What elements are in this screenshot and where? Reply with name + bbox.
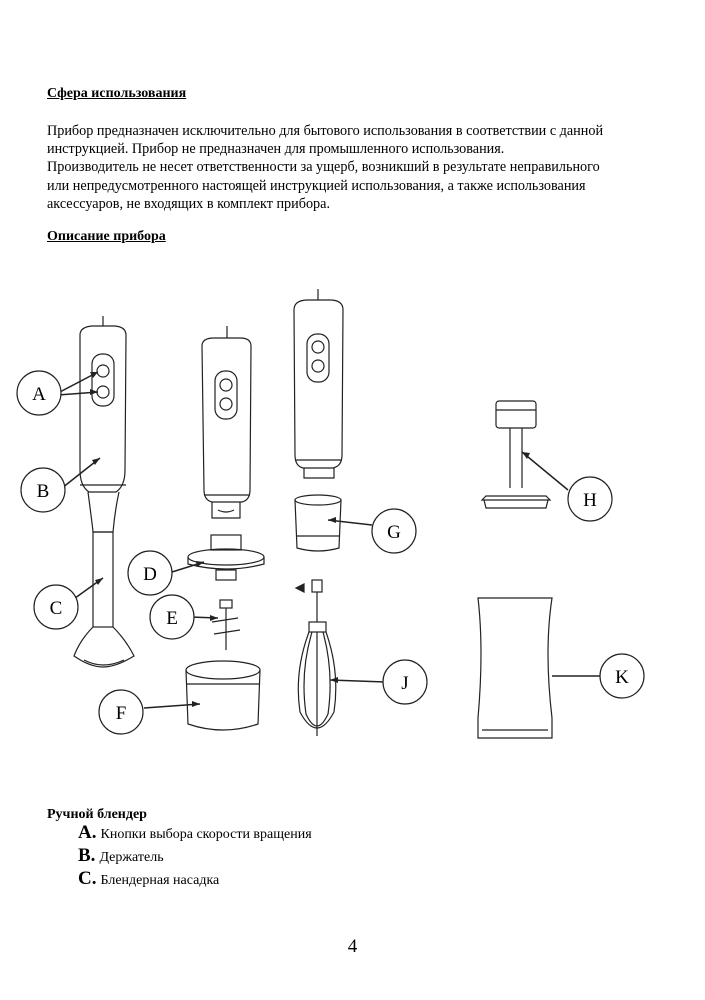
item-text: Держатель [99, 850, 164, 865]
beaker-drawing [478, 598, 552, 738]
usage-line: Прибор предназначен исключительно для бытового использования в соответствии с данной [47, 123, 604, 139]
callout-f [99, 690, 143, 734]
whisk-drawing [296, 580, 336, 736]
callout-c-letter: C [49, 598, 63, 619]
gearbox-drawing [295, 495, 341, 551]
parts-list-item [78, 822, 312, 844]
callout-h [568, 477, 612, 521]
leader-lines [58, 372, 600, 708]
item-letter: C. [78, 868, 97, 889]
usage-line: аксессуаров, не входящих в комплект прибора. [47, 195, 330, 212]
callout-j-letter: J [401, 673, 409, 694]
blender-parts-diagram [0, 270, 705, 790]
hand-blender-drawing [74, 316, 134, 667]
callout-a-letter: A [32, 384, 46, 405]
motor-unit-2-drawing [294, 289, 343, 478]
callout-k [600, 654, 644, 698]
usage-paragraph [47, 122, 667, 213]
chopper-bowl-drawing [186, 661, 260, 730]
callout-d-letter: D [143, 564, 157, 585]
callout-b-letter: B [36, 481, 50, 502]
callout-a [17, 371, 61, 415]
chopper-blade-drawing [212, 600, 240, 650]
item-letter: A. [78, 822, 97, 843]
callout-g-letter: G [387, 522, 401, 543]
callout-c [34, 585, 78, 629]
callout-e-letter: E [166, 608, 178, 629]
attachment-h-drawing [482, 401, 550, 508]
parts-list-item [78, 845, 164, 867]
item-letter: B. [78, 845, 96, 866]
callout-k-letter: K [615, 667, 629, 688]
callout-b [21, 468, 65, 512]
description-heading: Описание прибора [47, 229, 166, 244]
motor-unit-drawing [202, 326, 251, 518]
usage-line: или непредусмотренного настоящей инструкцией использования, а также использования [47, 177, 586, 194]
page-number: 4 [347, 936, 358, 957]
usage-line: Производитель не несет ответственности за ущерб, возникший в результате неправильного [47, 159, 600, 176]
usage-heading: Сфера использования [47, 86, 187, 101]
chopper-lid-drawing [188, 535, 264, 580]
parts-list-title: Ручной блендер [47, 807, 147, 822]
callout-f-letter: F [115, 703, 127, 724]
callout-j [383, 660, 427, 704]
callout-g [372, 509, 416, 553]
item-text: Блендерная насадка [100, 873, 220, 888]
item-text: Кнопки выбора скорости вращения [100, 827, 312, 842]
callout-h-letter: H [583, 490, 597, 511]
parts-list-item [78, 868, 219, 890]
callout-d [128, 551, 172, 595]
usage-line: инструкцией. Прибор не предназначен для промышленного использования. [47, 141, 505, 158]
callout-e [150, 595, 194, 639]
arrow-heads [90, 372, 530, 707]
